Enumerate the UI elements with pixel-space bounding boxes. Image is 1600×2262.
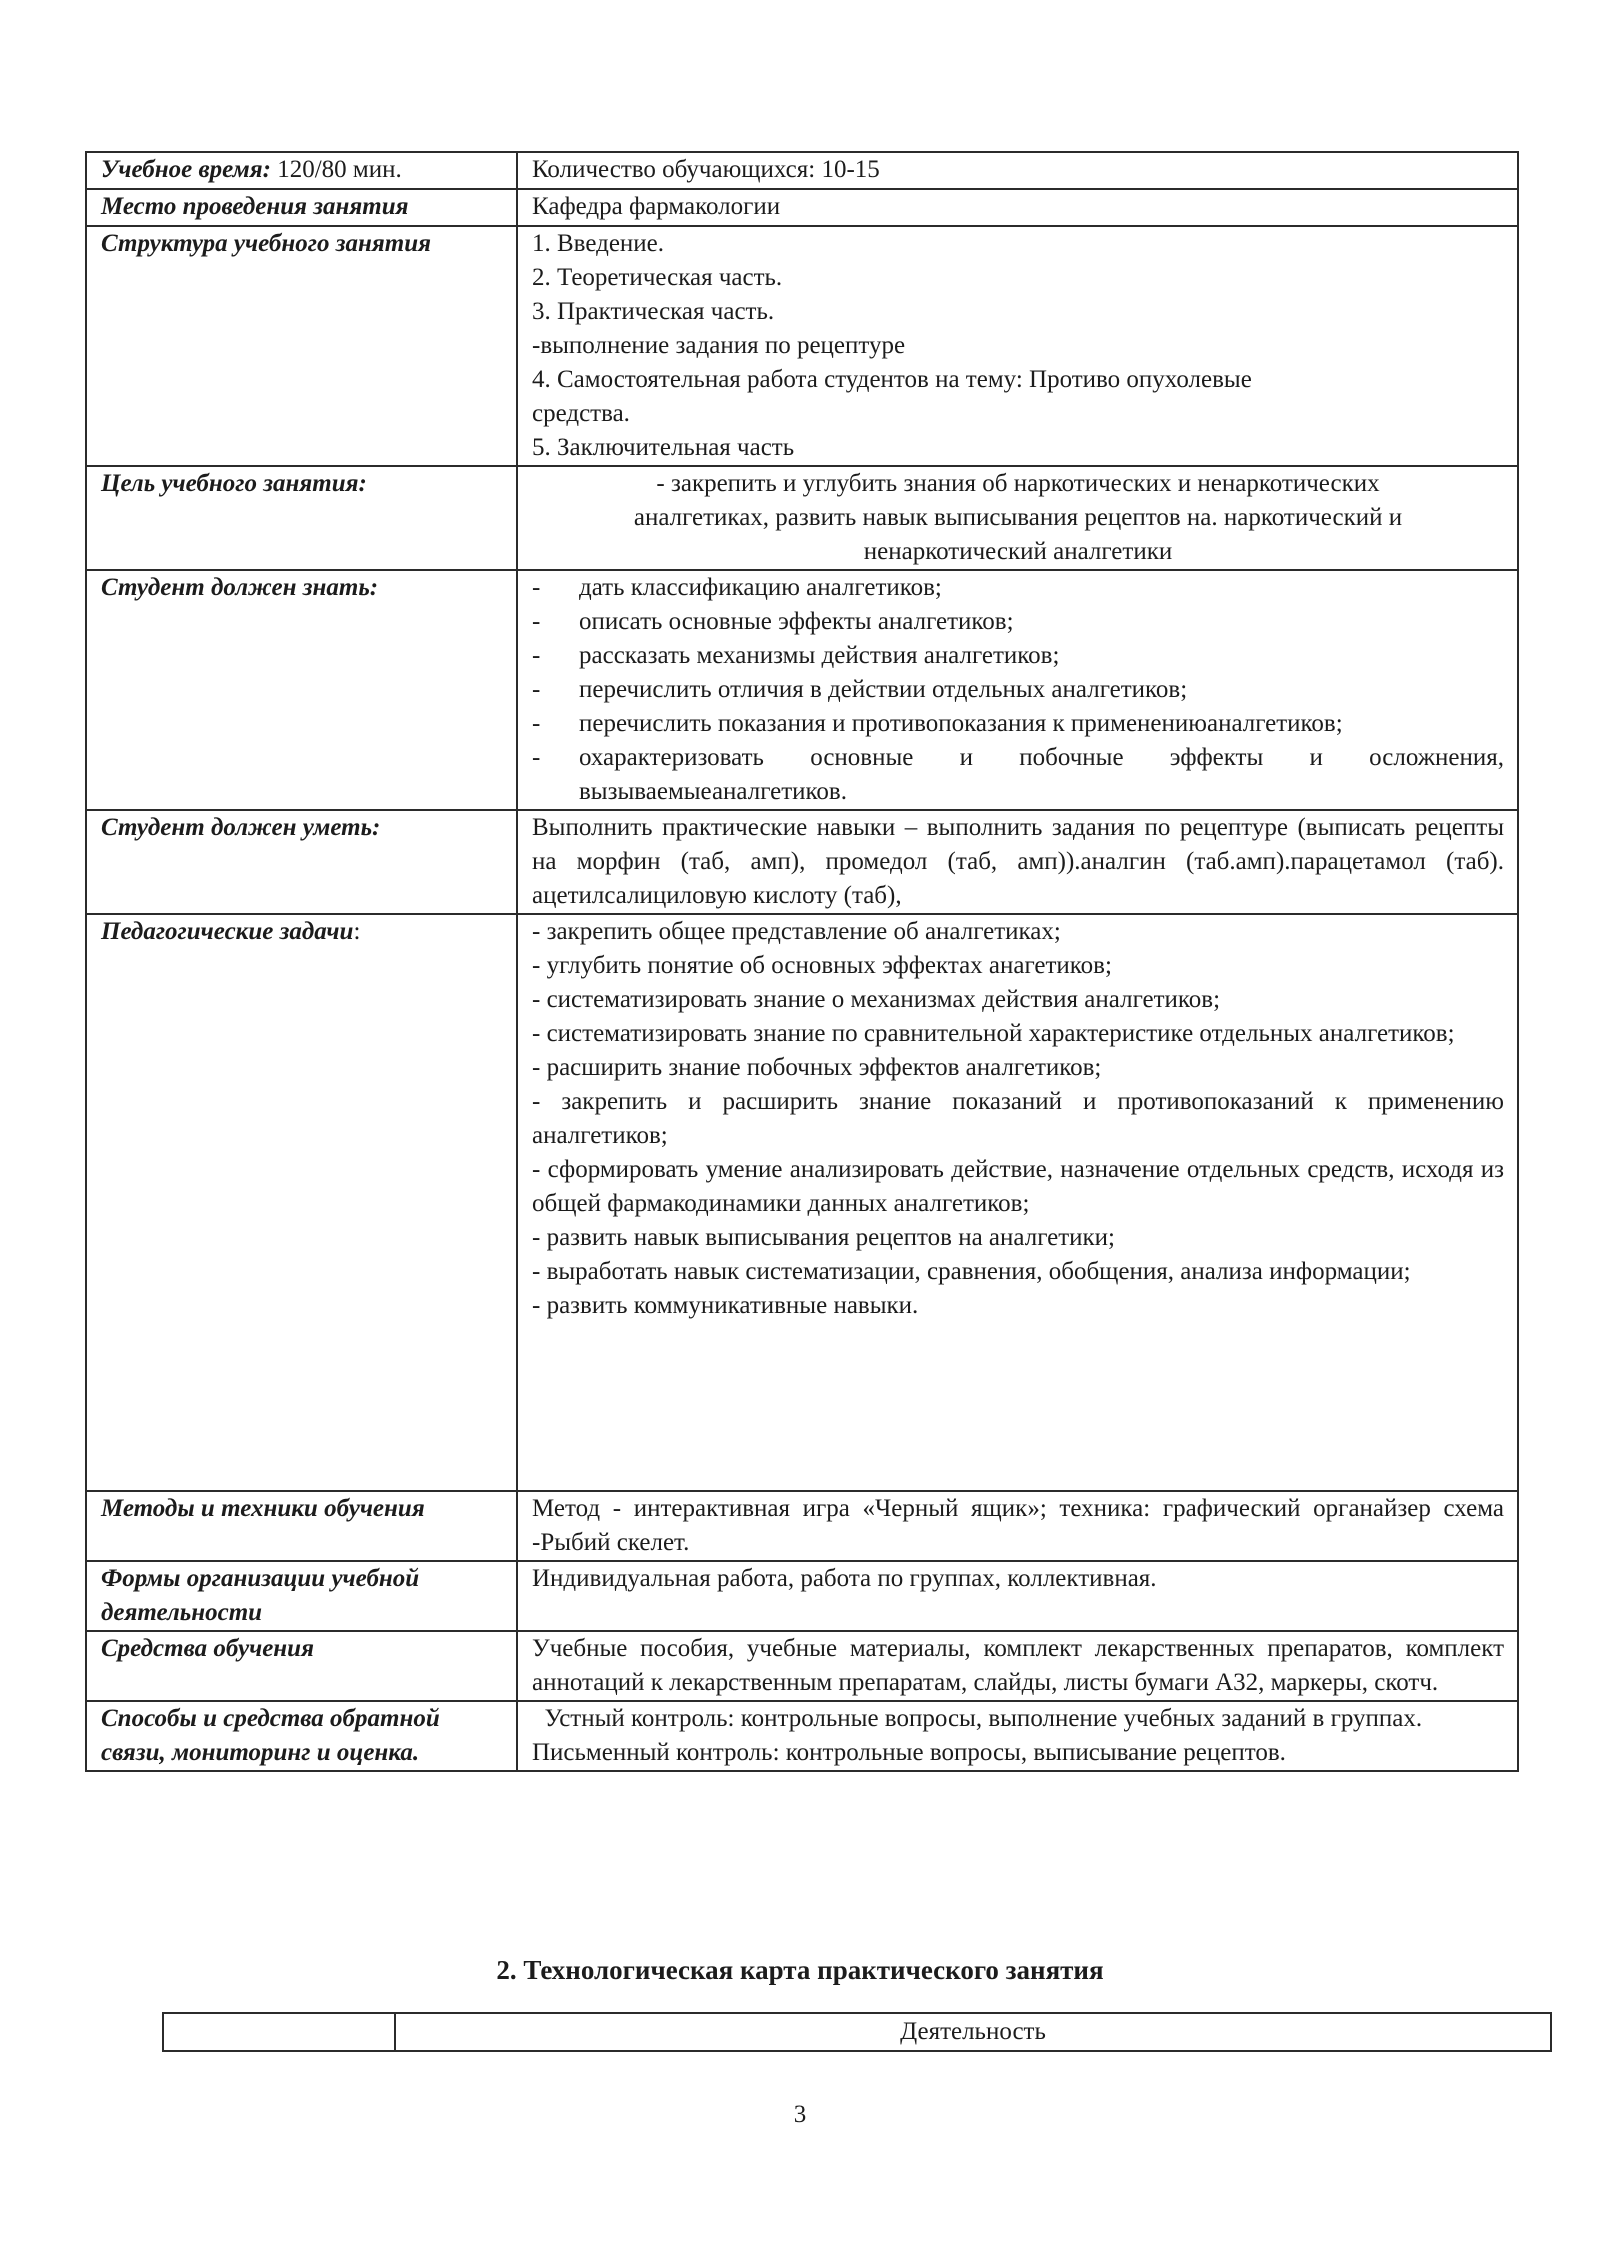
row-label: Структура учебного занятия — [86, 226, 517, 466]
list-item: - систематизировать знание по сравнительной характеристике отдельных аналгетиков; — [532, 1020, 1455, 1047]
row-label: Формы организации учебной деятельности — [86, 1561, 517, 1631]
empty-cell — [163, 2013, 395, 2051]
written-control: Письменный контроль: контрольные вопросы, выписывание рецептов. — [532, 1739, 1286, 1766]
table-row — [86, 1701, 1518, 1771]
goal-line: ненаркотический аналгетики — [863, 538, 1173, 565]
study-time-label: Учебное время: — [101, 156, 271, 183]
list-item: - углубить понятие об основных эффектах анагетиков; — [532, 952, 1112, 979]
list-item: - перечислить показания и противопоказания к применениюаналгетиков; — [532, 710, 1343, 737]
list-item: - закрепить и расширить знание показаний и противопоказаний к применению аналгетиков; — [532, 1088, 1504, 1149]
structure-line: 1. Введение. — [532, 230, 665, 257]
list-item: - расширить знание побочных эффектов аналгетиков; — [532, 1054, 1102, 1081]
goal-line: - закрепить и углубить знания об наркотических и ненаркотических — [656, 470, 1380, 497]
table-row — [86, 1561, 1518, 1631]
row-label: Цель учебного занятия: — [86, 466, 517, 570]
row-label: Методы и техники обучения — [86, 1491, 517, 1561]
table-row — [86, 466, 1518, 570]
tools-text: Учебные пособия, учебные материалы, комплект лекарственных препаратов, комплект аннотаций к лекарственным препаратам, слайды, листы бумаги А32, маркеры, скотч. — [517, 1631, 1518, 1701]
table-row — [86, 914, 1518, 1491]
table-row — [86, 152, 1518, 189]
list-item: - развить коммуникативные навыки. — [532, 1292, 919, 1319]
table-row — [86, 570, 1518, 810]
list-item: - сформировать умение анализировать действие, назначение отдельных средств, исходя из общей фармакодинамики данных аналгетиков; — [532, 1156, 1504, 1217]
table-row — [86, 810, 1518, 914]
students-count: Количество обучающихся: 10-15 — [517, 152, 1518, 189]
activity-header: Деятельность — [395, 2013, 1551, 2051]
page-number: 3 — [793, 2101, 807, 2128]
structure-line: -выполнение задания по рецептуре — [532, 332, 906, 359]
list-item: - закрепить общее представление об аналгетиках; — [532, 918, 1061, 945]
list-item: - дать классификацию аналгетиков; — [532, 574, 942, 601]
structure-line: 3. Практическая часть. — [532, 298, 775, 325]
list-item: - выработать навык систематизации, сравнения, обобщения, анализа информации; — [532, 1258, 1411, 1285]
structure-line: 5. Заключительная часть — [532, 434, 795, 461]
must-do-text: Выполнить практические навыки – выполнить задания по рецептуре (выписать рецепты на морфин (таб, амп), промедол (таб, амп)).аналгин (таб.амп).парацетамол (таб). ацетилсалициловую кислоту (таб), — [517, 810, 1518, 914]
list-item: - систематизировать знание о механизмах действия аналгетиков; — [532, 986, 1221, 1013]
row-label: Средства обучения — [86, 1631, 517, 1701]
row-label: Место проведения занятия — [86, 189, 517, 226]
tech-map-table — [162, 2012, 1552, 2052]
table-row — [86, 1491, 1518, 1561]
study-time-value: 120/80 мин. — [270, 156, 402, 183]
row-label: Студент должен знать: — [86, 570, 517, 810]
table-row — [163, 2013, 1551, 2051]
row-label: Способы и средства обратной связи, мониторинг и оценка. — [86, 1701, 517, 1771]
location-value: Кафедра фармакологии — [517, 189, 1518, 226]
list-item: - перечислить отличия в действии отдельных аналгетиков; — [532, 676, 1188, 703]
goal-text — [517, 466, 1518, 570]
table-row — [86, 189, 1518, 226]
table-row — [86, 226, 1518, 466]
list-item: - развить навык выписывания рецептов на аналгетики; — [532, 1224, 1115, 1251]
forms-text: Индивидуальная работа, работа по группах, коллективная. — [517, 1561, 1518, 1631]
row-label: Педагогические задачи: — [86, 914, 517, 1491]
list-item: - охарактеризовать основные и побочные эффекты и осложнения, вызываемыеаналгетиков. — [532, 744, 1504, 805]
section-title: 2. Технологическая карта практического занятия — [496, 1955, 1104, 1985]
pedagogical-tasks — [517, 914, 1518, 1491]
row-label — [86, 152, 517, 189]
feedback-text — [517, 1701, 1518, 1771]
structure-line: 4. Самостоятельная работа студентов на тему: Противо опухолевые — [532, 366, 1252, 393]
structure-line: 2. Теоретическая часть. — [532, 264, 783, 291]
lesson-plan-table — [85, 151, 1519, 1772]
methods-text: Метод - интерактивная игра «Черный ящик»; техника: графический органайзер схема -Рыбий скелет. — [517, 1491, 1518, 1561]
table-row — [86, 1631, 1518, 1701]
goal-line: аналгетиках, развить навык выписывания рецептов на. наркотический и — [633, 504, 1403, 531]
list-item: - описать основные эффекты аналгетиков; — [532, 608, 1014, 635]
oral-control: Устный контроль: контрольные вопросы, выполнение учебных заданий в группах. — [532, 1705, 1423, 1732]
row-label: Студент должен уметь: — [86, 810, 517, 914]
list-item: - рассказать механизмы действия аналгетиков; — [532, 642, 1060, 669]
must-know-list — [517, 570, 1518, 810]
structure-line: средства. — [532, 400, 630, 427]
structure-list — [517, 226, 1518, 466]
